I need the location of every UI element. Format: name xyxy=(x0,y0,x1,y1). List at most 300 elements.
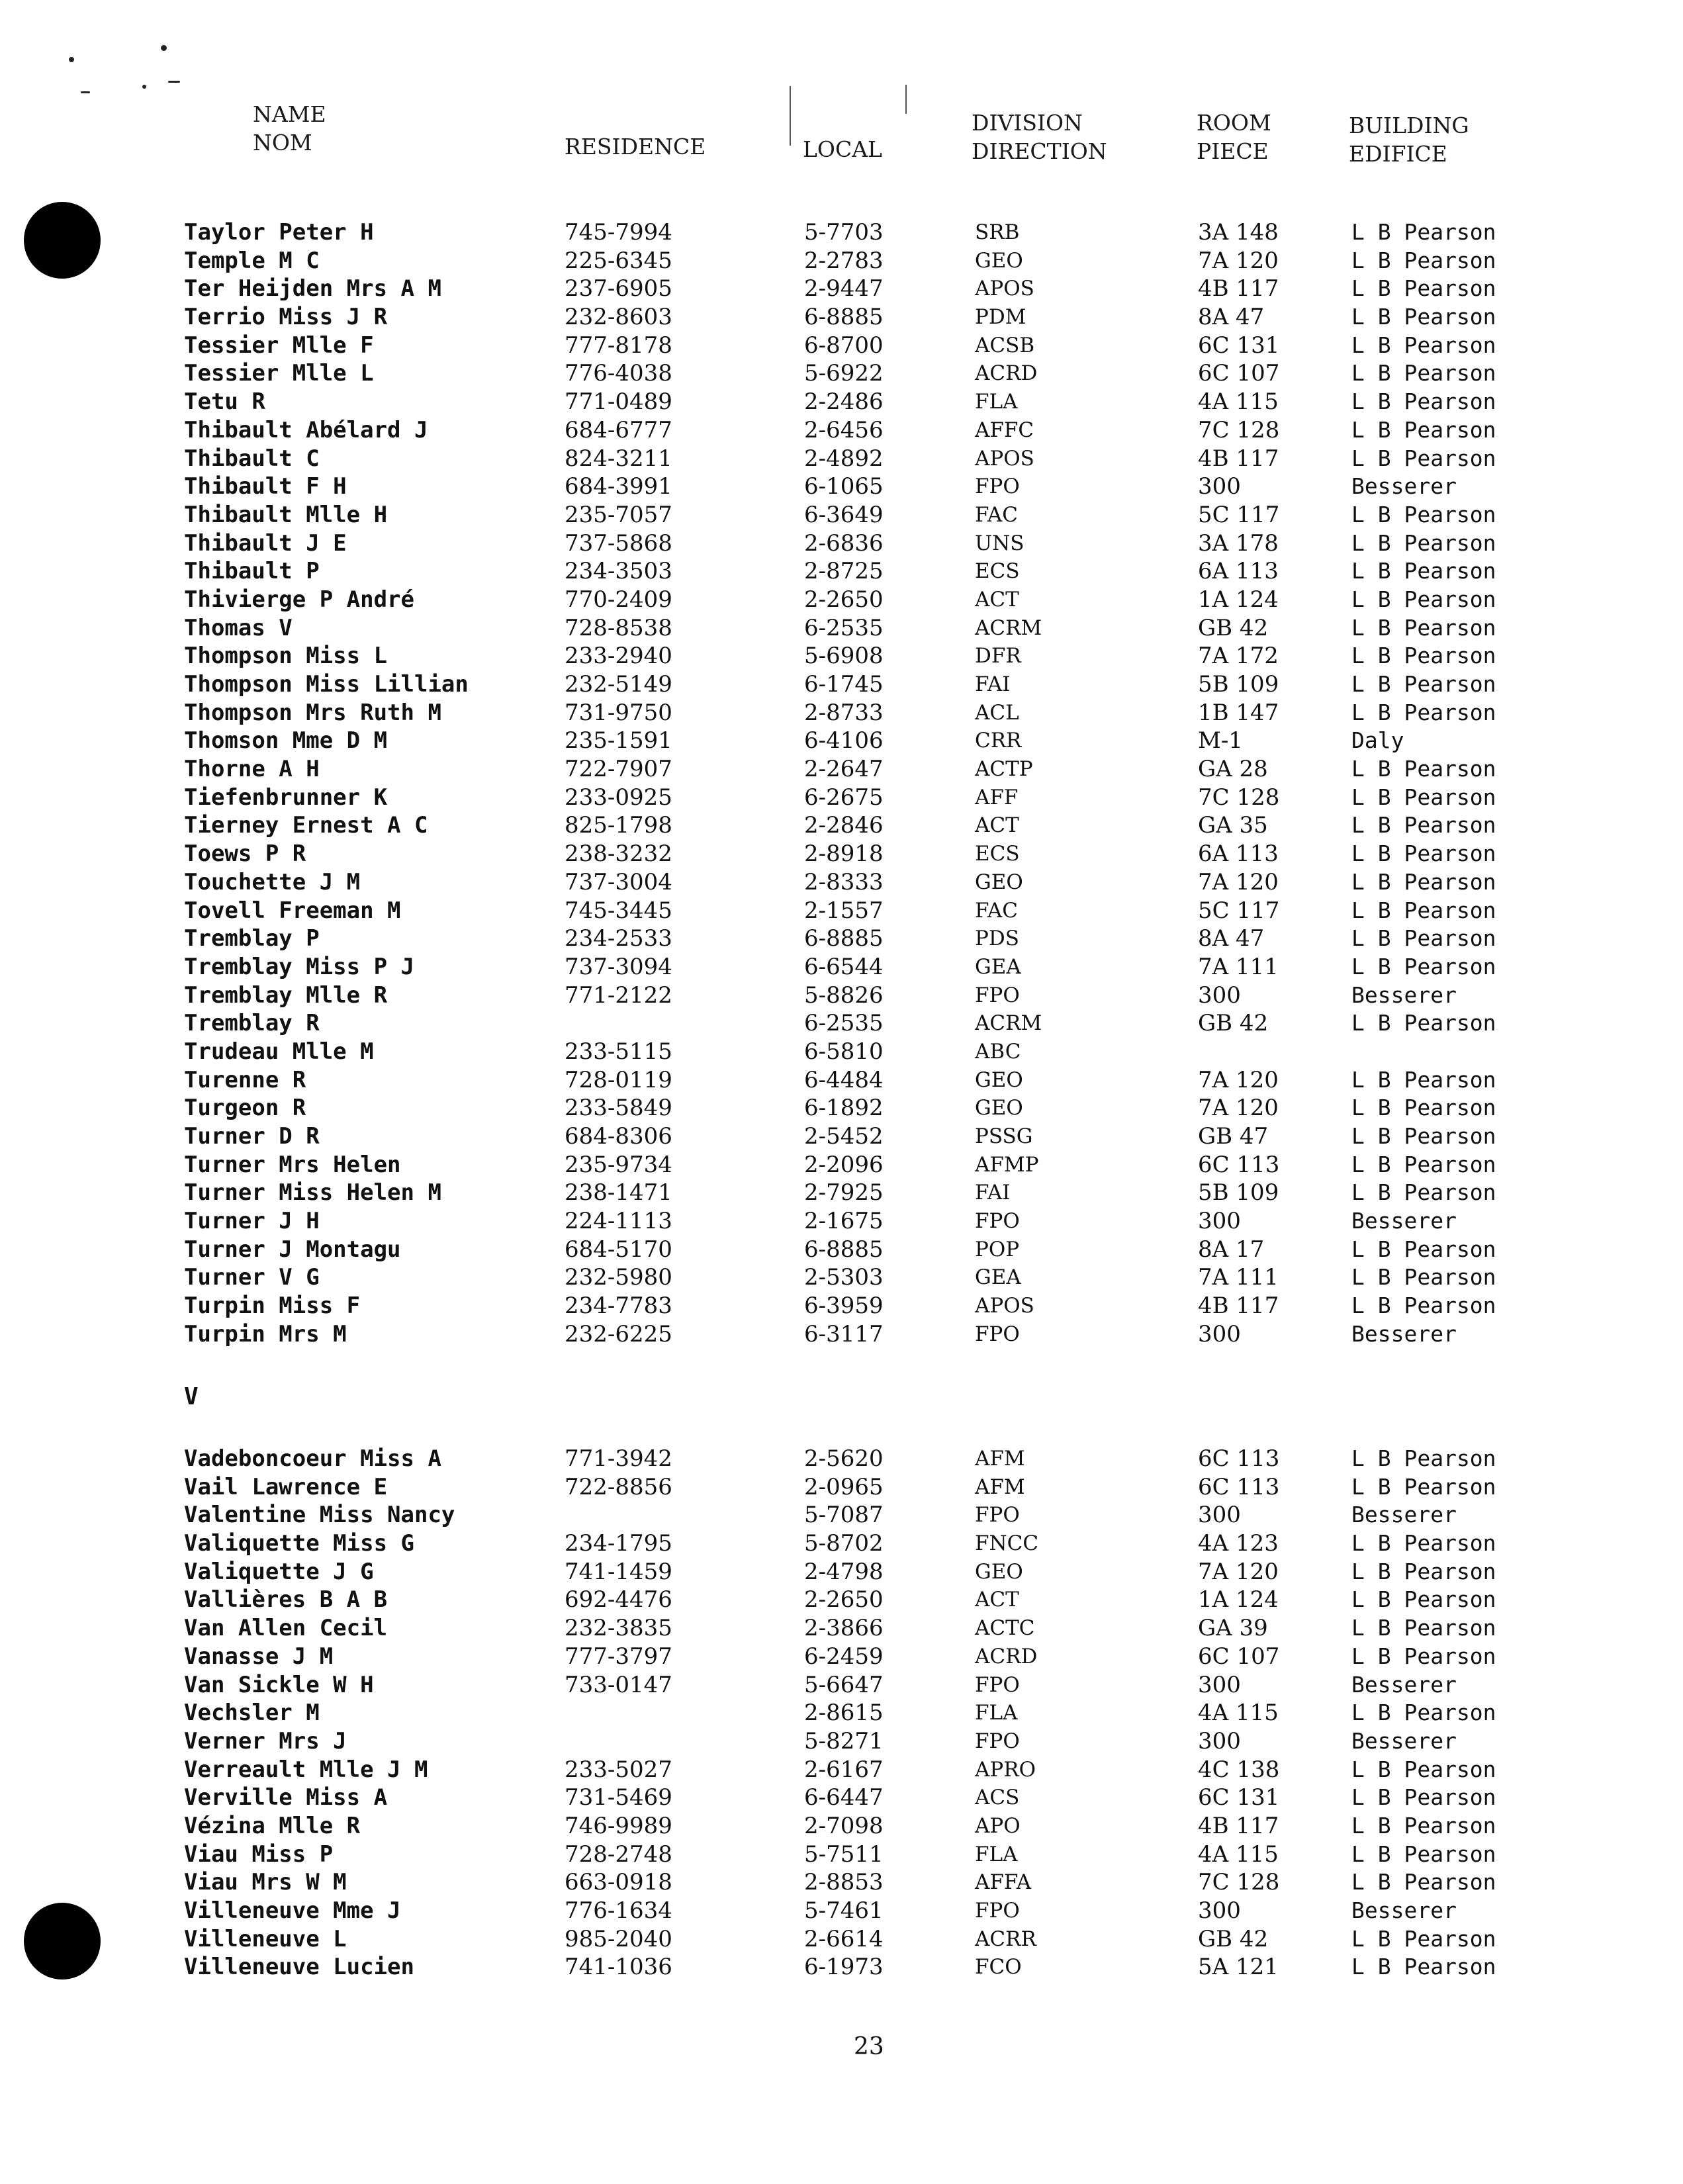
entry-name: Tovell Freeman M xyxy=(184,897,401,924)
directory-row xyxy=(0,586,1683,614)
entry-room: 300 xyxy=(1198,473,1241,500)
directory-row xyxy=(0,529,1683,558)
entry-division: CRR xyxy=(975,729,1022,753)
entry-room: 300 xyxy=(1198,1320,1241,1347)
entry-residence-phone: 225-6345 xyxy=(565,247,672,274)
entry-building: L B Pearson xyxy=(1351,1586,1496,1613)
entry-division: FAC xyxy=(975,898,1018,923)
entry-building: L B Pearson xyxy=(1351,304,1496,330)
entry-local-extension: 2-9447 xyxy=(804,275,884,302)
entry-residence-phone: 741-1459 xyxy=(565,1558,672,1585)
entry-building: L B Pearson xyxy=(1351,1123,1496,1149)
entry-local-extension: 2-2650 xyxy=(804,586,884,613)
entry-building: L B Pearson xyxy=(1351,1954,1496,1980)
directory-row xyxy=(0,473,1683,501)
entry-name: Villeneuve Lucien xyxy=(184,1954,414,1981)
directory-row xyxy=(0,727,1683,755)
entry-name: Tierney Ernest A C xyxy=(184,812,428,839)
entry-residence-phone: 232-5980 xyxy=(565,1264,672,1291)
directory-row xyxy=(0,218,1683,247)
entry-residence-phone: 684-8306 xyxy=(565,1123,672,1150)
entry-name: Turgeon R xyxy=(184,1095,306,1122)
entry-division: ACTC xyxy=(975,1616,1035,1641)
entry-name: Thompson Miss Lillian xyxy=(184,671,469,698)
entry-residence-phone: 824-3211 xyxy=(565,445,672,472)
entry-name: Thorne A H xyxy=(184,756,320,783)
entry-local-extension: 2-3866 xyxy=(804,1615,884,1642)
entry-local-extension: 6-1973 xyxy=(804,1954,884,1981)
entry-local-extension: 6-8700 xyxy=(804,332,884,359)
entry-building: Besserer xyxy=(1351,1897,1457,1923)
entry-building: L B Pearson xyxy=(1351,841,1496,867)
entry-local-extension: 5-7511 xyxy=(804,1841,884,1868)
entry-building: L B Pearson xyxy=(1351,360,1496,387)
entry-name: Thomas V xyxy=(184,614,293,641)
entry-building: L B Pearson xyxy=(1351,1841,1496,1867)
entry-building: L B Pearson xyxy=(1351,614,1496,641)
entry-division: GEO xyxy=(975,1559,1023,1584)
scan-speck xyxy=(161,45,167,51)
entry-room: 7A 120 xyxy=(1198,1095,1279,1122)
entry-division: FPO xyxy=(975,475,1020,499)
directory-row xyxy=(0,359,1683,388)
header-room-en: ROOM xyxy=(1197,110,1271,136)
header-room-fr: PIECE xyxy=(1197,138,1269,164)
entry-division: APO xyxy=(975,1813,1021,1838)
entry-name: Thibault J E xyxy=(184,529,347,557)
entry-division: ACT xyxy=(975,587,1019,612)
entry-room: 6A 113 xyxy=(1198,841,1279,868)
entry-residence-phone: 233-5849 xyxy=(565,1095,672,1122)
entry-room: 3A 178 xyxy=(1198,529,1279,557)
entry-room: 6C 113 xyxy=(1198,1473,1280,1500)
entry-division: DFR xyxy=(975,644,1021,668)
directory-row xyxy=(0,1671,1683,1700)
entry-residence-phone: 771-3942 xyxy=(565,1445,672,1472)
entry-local-extension: 2-6167 xyxy=(804,1756,884,1783)
entry-name: Viau Miss P xyxy=(184,1841,334,1868)
entry-name: Ter Heijden Mrs A M xyxy=(184,275,441,302)
entry-local-extension: 2-2846 xyxy=(804,812,884,839)
entry-residence-phone: 233-0925 xyxy=(565,784,672,811)
entry-division: ACSB xyxy=(975,333,1035,357)
entry-name: Vanasse J M xyxy=(184,1643,334,1670)
entry-name: Tremblay P xyxy=(184,925,320,952)
entry-room: 6C 113 xyxy=(1198,1445,1280,1472)
entry-building: Besserer xyxy=(1351,1502,1457,1528)
directory-row xyxy=(0,1643,1683,1671)
entry-name: Tetu R xyxy=(184,388,265,416)
entry-name: Turenne R xyxy=(184,1066,306,1093)
entry-room: 300 xyxy=(1198,981,1241,1009)
entry-division: FPO xyxy=(975,983,1020,1007)
entry-residence-phone: 741-1036 xyxy=(565,1954,672,1981)
entry-residence-phone: 235-7057 xyxy=(565,501,672,528)
entry-name: Turpin Miss F xyxy=(184,1293,361,1320)
entry-room: 4A 115 xyxy=(1198,388,1279,416)
directory-row xyxy=(0,1586,1683,1614)
entry-division: ECS xyxy=(975,842,1020,866)
entry-division: ACS xyxy=(975,1786,1020,1810)
entry-local-extension: 5-7703 xyxy=(804,219,884,246)
entry-residence-phone: 737-5868 xyxy=(565,529,672,557)
entry-local-extension: 5-8271 xyxy=(804,1727,884,1754)
entry-building: L B Pearson xyxy=(1351,1264,1496,1291)
entry-room: 4B 117 xyxy=(1198,1293,1279,1320)
scan-mark xyxy=(905,85,907,114)
entry-local-extension: 6-8885 xyxy=(804,304,884,331)
entry-residence-phone: 234-1795 xyxy=(565,1530,672,1557)
entry-name: Verville Miss A xyxy=(184,1784,388,1811)
entry-name: Valiquette Miss G xyxy=(184,1530,414,1557)
entry-division: GEO xyxy=(975,870,1023,894)
directory-row xyxy=(0,1925,1683,1954)
entry-division: AFM xyxy=(975,1475,1025,1499)
entry-division: FPO xyxy=(975,1209,1020,1234)
entry-name: Thivierge P André xyxy=(184,586,414,613)
entry-building: L B Pearson xyxy=(1351,586,1496,612)
entry-building: L B Pearson xyxy=(1351,1925,1496,1952)
entry-residence-phone: 731-9750 xyxy=(565,699,672,726)
entry-local-extension: 6-1065 xyxy=(804,473,884,500)
entry-room: 7A 111 xyxy=(1198,953,1279,980)
entry-local-extension: 2-2096 xyxy=(804,1151,884,1178)
entry-room: GA 35 xyxy=(1198,812,1268,839)
entry-division: ACRM xyxy=(975,1011,1042,1036)
entry-name: Turner J H xyxy=(184,1208,320,1235)
entry-room: M-1 xyxy=(1198,727,1243,754)
entry-room: 6C 113 xyxy=(1198,1151,1280,1178)
scan-speck xyxy=(69,57,74,62)
entry-residence-phone: 233-5115 xyxy=(565,1038,672,1065)
entry-division: AFFA xyxy=(975,1870,1032,1895)
entry-division: ACT xyxy=(975,1588,1019,1612)
entry-building: L B Pearson xyxy=(1351,1236,1496,1262)
entry-name: Thibault Abélard J xyxy=(184,416,428,443)
entry-name: Vallières B A B xyxy=(184,1586,388,1614)
entry-residence-phone: 722-8856 xyxy=(565,1473,672,1500)
entry-residence-phone: 233-5027 xyxy=(565,1756,672,1783)
entry-room: 7C 128 xyxy=(1198,416,1280,443)
entry-room: 7A 120 xyxy=(1198,1066,1279,1093)
entry-residence-phone: 728-0119 xyxy=(565,1066,672,1093)
entry-division: FAC xyxy=(975,502,1018,527)
entry-division: FLA xyxy=(975,1701,1018,1725)
entry-division: ACRD xyxy=(975,1644,1038,1668)
entry-residence-phone: 771-0489 xyxy=(565,388,672,416)
entry-room: 5B 109 xyxy=(1198,1179,1279,1206)
entry-residence-phone: 771-2122 xyxy=(565,981,672,1009)
entry-division: APOS xyxy=(975,277,1034,301)
entry-building: L B Pearson xyxy=(1351,868,1496,895)
directory-row xyxy=(0,1868,1683,1897)
entry-division: AFMP xyxy=(975,1152,1039,1177)
entry-building: L B Pearson xyxy=(1351,699,1496,725)
entry-name: Trudeau Mlle M xyxy=(184,1038,374,1065)
entry-local-extension: 6-2535 xyxy=(804,614,884,641)
directory-row xyxy=(0,445,1683,473)
entry-name: Tremblay Miss P J xyxy=(184,953,414,980)
directory-row xyxy=(0,1727,1683,1756)
directory-row xyxy=(0,1841,1683,1869)
entry-local-extension: 2-8853 xyxy=(804,1869,884,1896)
entry-residence-phone: 776-1634 xyxy=(565,1897,672,1924)
directory-row xyxy=(0,953,1683,981)
entry-room: 4A 115 xyxy=(1198,1700,1279,1727)
entry-building: Daly xyxy=(1351,727,1404,754)
entry-building: L B Pearson xyxy=(1351,388,1496,415)
entry-division: ACT xyxy=(975,813,1019,838)
entry-division: SRB xyxy=(975,220,1020,244)
header-name-fr: NOM xyxy=(253,130,312,156)
entry-room: 1A 124 xyxy=(1198,586,1279,613)
entry-building: L B Pearson xyxy=(1351,1445,1496,1471)
entry-local-extension: 6-1745 xyxy=(804,671,884,698)
scan-speck xyxy=(142,85,146,89)
header-division-fr: DIRECTION xyxy=(972,138,1107,164)
entry-division: ACL xyxy=(975,700,1019,725)
entry-division: UNS xyxy=(975,531,1024,555)
entry-division: FAI xyxy=(975,672,1011,696)
entry-local-extension: 2-6836 xyxy=(804,529,884,557)
scan-speck xyxy=(81,91,90,93)
entry-room: 1B 147 xyxy=(1198,699,1279,726)
entry-building: L B Pearson xyxy=(1351,529,1496,556)
entry-local-extension: 2-7925 xyxy=(804,1179,884,1206)
entry-local-extension: 2-0965 xyxy=(804,1473,884,1500)
directory-row xyxy=(0,699,1683,727)
entry-name: Thibault Mlle H xyxy=(184,501,388,528)
header-building-fr: EDIFICE xyxy=(1349,141,1447,167)
entry-residence-phone: 737-3094 xyxy=(565,953,672,980)
entry-name: Turner Miss Helen M xyxy=(184,1179,441,1206)
entry-local-extension: 2-5620 xyxy=(804,1445,884,1472)
entry-room: GA 28 xyxy=(1198,756,1268,783)
entry-building: L B Pearson xyxy=(1351,1615,1496,1641)
entry-residence-phone: 234-3503 xyxy=(565,558,672,585)
entry-residence-phone: 985-2040 xyxy=(565,1925,672,1952)
entry-room: 4A 115 xyxy=(1198,1841,1279,1868)
entry-room: 7A 120 xyxy=(1198,868,1279,895)
entry-room: GB 47 xyxy=(1198,1123,1269,1150)
entry-division: APRO xyxy=(975,1757,1036,1782)
entry-room: 300 xyxy=(1198,1208,1241,1235)
entry-room: 300 xyxy=(1198,1671,1241,1698)
directory-row xyxy=(0,1292,1683,1320)
header-name-en: NAME xyxy=(253,101,326,127)
entry-name: Vézina Mlle R xyxy=(184,1812,361,1839)
entry-residence-phone: 684-3991 xyxy=(565,473,672,500)
entry-local-extension: 2-5452 xyxy=(804,1123,884,1150)
entry-name: Villeneuve L xyxy=(184,1925,347,1952)
entry-room: 3A 148 xyxy=(1198,219,1279,246)
entry-local-extension: 6-8885 xyxy=(804,925,884,952)
entry-building: L B Pearson xyxy=(1351,445,1496,471)
directory-row xyxy=(0,755,1683,784)
entry-local-extension: 2-7098 xyxy=(804,1812,884,1839)
entry-building: L B Pearson xyxy=(1351,1643,1496,1669)
entry-name: Vechsler M xyxy=(184,1700,320,1727)
header-division-en: DIVISION xyxy=(972,110,1083,136)
entry-local-extension: 2-2647 xyxy=(804,756,884,783)
entry-division: ACRD xyxy=(975,361,1038,386)
directory-row xyxy=(0,614,1683,643)
directory-row xyxy=(0,557,1683,586)
entry-room: 4A 123 xyxy=(1198,1530,1279,1557)
entry-division: PSSG xyxy=(975,1124,1033,1148)
entry-room: 5C 117 xyxy=(1198,897,1280,924)
page-number: 23 xyxy=(854,2033,884,2060)
entry-division: FLA xyxy=(975,390,1018,414)
entry-name: Terrio Miss J R xyxy=(184,304,388,331)
entry-local-extension: 5-7461 xyxy=(804,1897,884,1924)
directory-row xyxy=(0,1699,1683,1727)
entry-room: 5B 109 xyxy=(1198,671,1279,698)
entry-division: GEO xyxy=(975,1096,1023,1120)
entry-residence-phone: 731-5469 xyxy=(565,1784,672,1811)
entry-residence-phone: 237-6905 xyxy=(565,275,672,302)
entry-building: L B Pearson xyxy=(1351,1010,1496,1036)
entry-name: Turner D R xyxy=(184,1123,320,1150)
entry-name: Tessier Mlle F xyxy=(184,332,374,359)
entry-building: L B Pearson xyxy=(1351,1756,1496,1782)
directory-row xyxy=(0,925,1683,953)
entry-residence-phone: 692-4476 xyxy=(565,1586,672,1614)
entry-name: Tiefenbrunner K xyxy=(184,784,388,811)
entry-building: L B Pearson xyxy=(1351,925,1496,952)
entry-room: 7A 111 xyxy=(1198,1264,1279,1291)
entry-room: 8A 47 xyxy=(1198,304,1265,331)
entry-room: 7A 172 xyxy=(1198,643,1279,670)
entry-division: APOS xyxy=(975,446,1034,471)
entry-name: Villeneuve Mme J xyxy=(184,1897,401,1924)
entry-residence-phone: 663-0918 xyxy=(565,1869,672,1896)
entry-local-extension: 6-6447 xyxy=(804,1784,884,1811)
directory-row xyxy=(0,501,1683,529)
entry-name: Vadeboncoeur Miss A xyxy=(184,1445,441,1472)
entry-division: PDM xyxy=(975,305,1026,330)
entry-residence-phone: 728-2748 xyxy=(565,1841,672,1868)
entry-residence-phone: 232-6225 xyxy=(565,1320,672,1347)
entry-residence-phone: 722-7907 xyxy=(565,756,672,783)
directory-row xyxy=(0,303,1683,332)
directory-row xyxy=(0,981,1683,1010)
directory-row xyxy=(0,1501,1683,1529)
entry-building: L B Pearson xyxy=(1351,416,1496,443)
entry-building: L B Pearson xyxy=(1351,643,1496,669)
entry-residence-phone: 746-9989 xyxy=(565,1812,672,1839)
entry-name: Verner Mrs J xyxy=(184,1727,347,1754)
entry-division: ACRM xyxy=(975,615,1042,640)
entry-building: L B Pearson xyxy=(1351,1473,1496,1500)
directory-row xyxy=(0,247,1683,275)
entry-building: L B Pearson xyxy=(1351,953,1496,979)
entry-local-extension: 2-8333 xyxy=(804,868,884,895)
directory-row xyxy=(0,416,1683,445)
entry-building: L B Pearson xyxy=(1351,1179,1496,1206)
directory-list-v xyxy=(0,1445,1683,1981)
entry-building: Besserer xyxy=(1351,1727,1457,1754)
entry-building: Besserer xyxy=(1351,473,1457,500)
entry-local-extension: 2-1675 xyxy=(804,1208,884,1235)
entry-room: 6C 131 xyxy=(1198,1784,1280,1811)
scan-speck xyxy=(168,81,180,83)
entry-building: L B Pearson xyxy=(1351,275,1496,302)
entry-local-extension: 5-8826 xyxy=(804,981,884,1009)
entry-local-extension: 6-1892 xyxy=(804,1095,884,1122)
entry-residence-phone: 232-5149 xyxy=(565,671,672,698)
entry-name: Valentine Miss Nancy xyxy=(184,1502,455,1529)
entry-division: FPO xyxy=(975,1503,1020,1527)
entry-building: Besserer xyxy=(1351,1320,1457,1347)
entry-building: L B Pearson xyxy=(1351,1293,1496,1319)
entry-room: 7A 120 xyxy=(1198,247,1279,274)
entry-room: GA 39 xyxy=(1198,1615,1268,1642)
entry-local-extension: 5-6647 xyxy=(804,1671,884,1698)
entry-residence-phone: 733-0147 xyxy=(565,1671,672,1698)
entry-local-extension: 5-7087 xyxy=(804,1502,884,1529)
directory-row xyxy=(0,1066,1683,1095)
directory-row xyxy=(0,275,1683,303)
entry-name: Tremblay Mlle R xyxy=(184,981,388,1009)
entry-name: Thibault C xyxy=(184,445,320,472)
entry-division: FPO xyxy=(975,1672,1020,1697)
entry-local-extension: 6-6544 xyxy=(804,953,884,980)
entry-room: 4B 117 xyxy=(1198,1812,1279,1839)
entry-local-extension: 2-6456 xyxy=(804,416,884,443)
directory-row xyxy=(0,1151,1683,1179)
entry-room: 300 xyxy=(1198,1897,1241,1924)
entry-local-extension: 5-6922 xyxy=(804,360,884,387)
directory-row xyxy=(0,1263,1683,1292)
directory-list-t xyxy=(0,218,1683,1349)
entry-name: Tessier Mlle L xyxy=(184,360,374,387)
entry-residence-phone: 684-5170 xyxy=(565,1236,672,1263)
entry-division: AFF xyxy=(975,785,1019,809)
entry-room: 5C 117 xyxy=(1198,501,1280,528)
entry-local-extension: 2-4892 xyxy=(804,445,884,472)
entry-building: L B Pearson xyxy=(1351,1530,1496,1557)
entry-building: L B Pearson xyxy=(1351,247,1496,273)
entry-residence-phone: 232-3835 xyxy=(565,1615,672,1642)
entry-name: Thibault F H xyxy=(184,473,347,500)
entry-name: Viau Mrs W M xyxy=(184,1869,347,1896)
entry-room: GB 42 xyxy=(1198,1010,1269,1037)
entry-residence-phone: 684-6777 xyxy=(565,416,672,443)
entry-room: GB 42 xyxy=(1198,614,1269,641)
entry-division: ACTP xyxy=(975,757,1033,782)
entry-residence-phone: 235-9734 xyxy=(565,1151,672,1178)
entry-building: L B Pearson xyxy=(1351,1066,1496,1093)
entry-residence-phone: 745-7994 xyxy=(565,219,672,246)
entry-local-extension: 6-3649 xyxy=(804,501,884,528)
entry-room: 8A 17 xyxy=(1198,1236,1265,1263)
scan-mark xyxy=(790,86,791,146)
entry-room: 4C 138 xyxy=(1198,1756,1280,1783)
entry-local-extension: 6-2459 xyxy=(804,1643,884,1670)
directory-row xyxy=(0,897,1683,925)
entry-local-extension: 2-2486 xyxy=(804,388,884,416)
entry-room: 7A 120 xyxy=(1198,1558,1279,1585)
entry-residence-phone: 776-4038 xyxy=(565,360,672,387)
directory-row xyxy=(0,1179,1683,1207)
entry-building: L B Pearson xyxy=(1351,1812,1496,1839)
directory-row xyxy=(0,868,1683,897)
entry-division: POP xyxy=(975,1237,1020,1261)
entry-name: Van Sickle W H xyxy=(184,1671,374,1698)
entry-division: AFFC xyxy=(975,418,1034,442)
directory-row xyxy=(0,642,1683,670)
